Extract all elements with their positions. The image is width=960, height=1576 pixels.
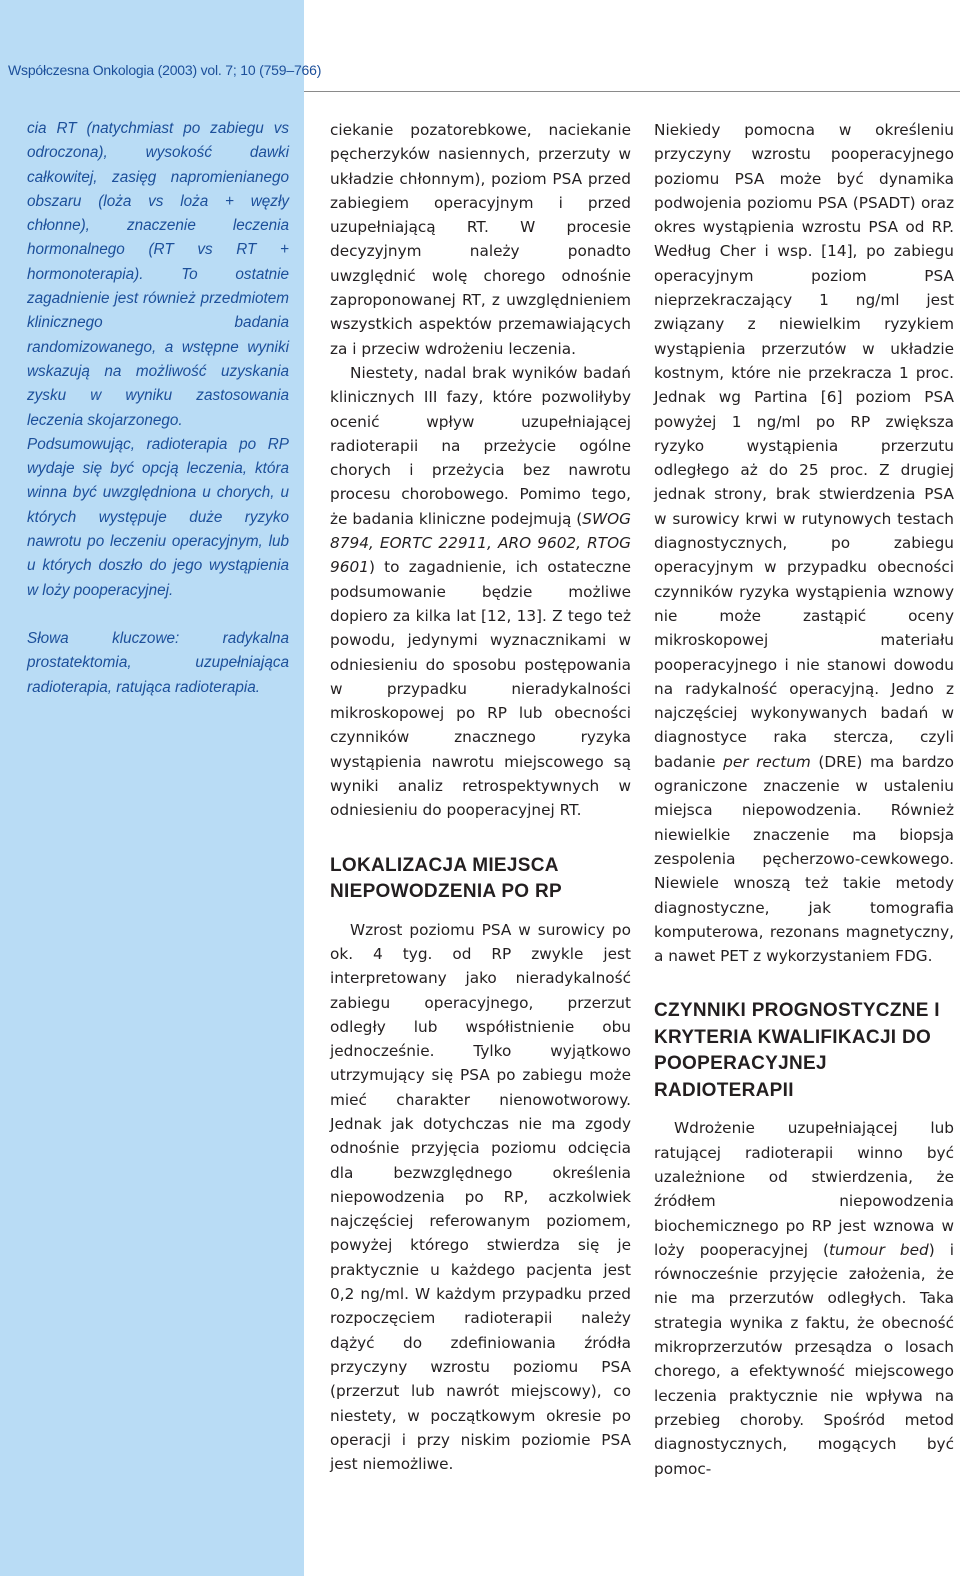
text-run: Niestety, nadal brak wyników badań klinicznych III fazy, które pozwoliłyby ocenić wpływ uzupełniającej radioterapii na przeżycie ogólne chorych i przeżycia bez nawrotu procesu chorobowego. Pomimo tego, że badania kliniczne podejmują (: [330, 363, 631, 528]
text-run: ) to zagadnienie, ich ostateczne podsumowanie będzie możliwe dopiero za kilka lat [12, 13]. Z tego też powodu, jedynymi wyznacznikami w odniesieniu do sposobu postępowania w przypadku nieradykalności mikroskopowej po RP lub obecności czynników znacznego ryzyka wystąpienia nawrotu miejscowego są wyniki analiz retrospektywnych w odniesieniu do pooperacyjnej RT.: [330, 558, 631, 820]
text-column-middle: [330, 118, 631, 1476]
body-paragraph: ciekanie pozatorebkowe, naciekanie pęcherzyków nasiennych, przerzuty w układzie chłonnym), poziom PSA przed zabiegiem operacyjnym i przed uzupełniającą RT. W procesie decyzyjnym należy ponadto uwzględnić wolę chorego odnośnie zaproponowanej RT, z uwzględnieniem wszystkich aspektów przemawiających za i przeciw wdrożeniu leczenia.: [330, 121, 631, 358]
header-rule: [304, 91, 960, 92]
body-paragraph: [654, 118, 954, 968]
text-column-right: [654, 118, 954, 1481]
abstract-block: [27, 117, 289, 700]
italic-term: per rectum: [723, 752, 811, 771]
running-header: Współczesna Onkologia (2003) vol. 7; 10 (759–766): [8, 62, 322, 78]
section-heading: CZYNNIKI PROGNOSTYCZNE I KRYTERIA KWALIFIKACJI DO POOPERACYJNEJ RADIOTERAPII: [654, 1000, 940, 1101]
abstract-paragraph: cia RT (natychmiast po zabiegu vs odroczona), wysokość dawki całkowitej, zasięg napromienianego obszaru (loża vs loża + węzły chłonne), znaczenie leczenia hormonalnego (RT vs RT + hormonoterapia). To ostatnie zagadnienie jest również przedmiotem klinicznego badania randomizowanego, a wstępne wyniki wskazują na możliwość uzyskania zysku w wyniku zastosowania leczenia skojarzonego.: [27, 120, 289, 429]
body-paragraph: Wzrost poziomu PSA w surowicy po ok. 4 tyg. od RP zwykle jest interpretowany jako nieradykalność zabiegu operacyjnego, przerzut odległy lub współistnienie obu jednocześnie. Tylko wyjątkowo utrzymujący się PSA po zabiegu może mieć charakter nienowotworowy. Jednak jak dotychczas nie ma zgody odnośnie przyjęcia poziomu odcięcia dla bezwzględnego określenia niepowodzenia po RP, aczkolwiek najczęściej referowanym poziomem, powyżej którego stwierdza się je praktycznie u każdego pacjenta jest 0,2 ng/ml. W każdym przypadku przed rozpoczęciem radioterapii należy dążyć do zdefiniowania źródła przyczyny wzrostu poziomu PSA (przerzut lub nawrót miejscowy), co niestety, w początkowym okresie po operacji i przy niskim poziomie PSA jest niemożliwe.: [330, 920, 631, 1474]
section-heading: LOKALIZACJA MIEJSCA NIEPOWODZENIA PO RP: [330, 854, 562, 903]
abstract-paragraph: Podsumowując, radioterapia po RP wydaje się być opcją leczenia, która winna być uwzględniona u chorych, u których występuje duże ryzyko nawrotu po leczeniu operacyjnym, lub u których doszło do jego wystąpienia w loży pooperacyjnej.: [27, 435, 289, 599]
text-run: Niekiedy pomocna w określeniu przyczyny wzrostu pooperacyjnego poziomu PSA może być dynamika podwojenia poziomu PSA (PSADT) oraz okres wystąpienia wzrostu PSA od RP. Według Cher i wsp. [14], po zabiegu operacyjnym poziom PSA nieprzekraczający 1 ng/ml jest związany z niewielkim ryzykiem wystąpienia przerzutów w układzie kostnym, które nie przekracza 1 proc. Jednak wg Partina [6] poziom PSA powyżej 1 ng/ml po RP zwiększa ryzyko wystąpienia przerzutu odległego aż do 25 proc. Z drugiej jednak strony, brak stwierdzenia PSA w surowicy krwi w rutynowych testach diagnostycznych, po zabiegu operacyjnym w przypadku obecności czynników ryzyka wystąpienia wznowy nie może zastąpić oceny mikroskopowej materiału pooperacyjnego i nie stanowi dowodu na radykalność operacyjną. Jedno z najczęściej wykonywanych badań w diagnostyce raka stercza, czyli badanie: [654, 121, 954, 771]
trial-names: SWOG 8794, EORTC 22911, ARO 9602, RTOG 9601: [330, 509, 631, 577]
body-paragraph: [330, 361, 631, 823]
body-paragraph: [654, 1116, 954, 1480]
text-run: Wdrożenie uzupełniającej lub ratującej radioterapii winno być uzależnione od stwierdzenia, że źródłem niepowodzenia biochemicznego po RP jest wznowa w loży pooperacyjnej (: [654, 1119, 954, 1259]
text-run: ) i równocześnie przyjęcie założenia, że nie ma przerzutów odległych. Taka strategia wynika z faktu, że obecność mikroprzerzutów przesądza o losach chorego, a efektywność miejscowego leczenia praktycznie nie wpływa na przebieg choroby. Spośród metod diagnostycznych, mogących być pomoc-: [654, 1240, 954, 1478]
italic-term: tumour bed: [828, 1240, 929, 1259]
keywords: Słowa kluczowe: radykalna prostatektomia, uzupełniająca radioterapia, ratująca radioterapia.: [27, 629, 289, 696]
text-run: (DRE) ma bardzo ograniczone znaczenie w ustaleniu miejsca niepowodzenia. Również niewielkie znaczenie ma biopsja zespolenia pęcherzowo-cewkowego. Niewiele wnoszą też takie metody diagnostyczne, jak tomografia komputerowa, rezonans magnetyczny, a nawet PET z wykorzystaniem FDG.: [654, 752, 954, 966]
